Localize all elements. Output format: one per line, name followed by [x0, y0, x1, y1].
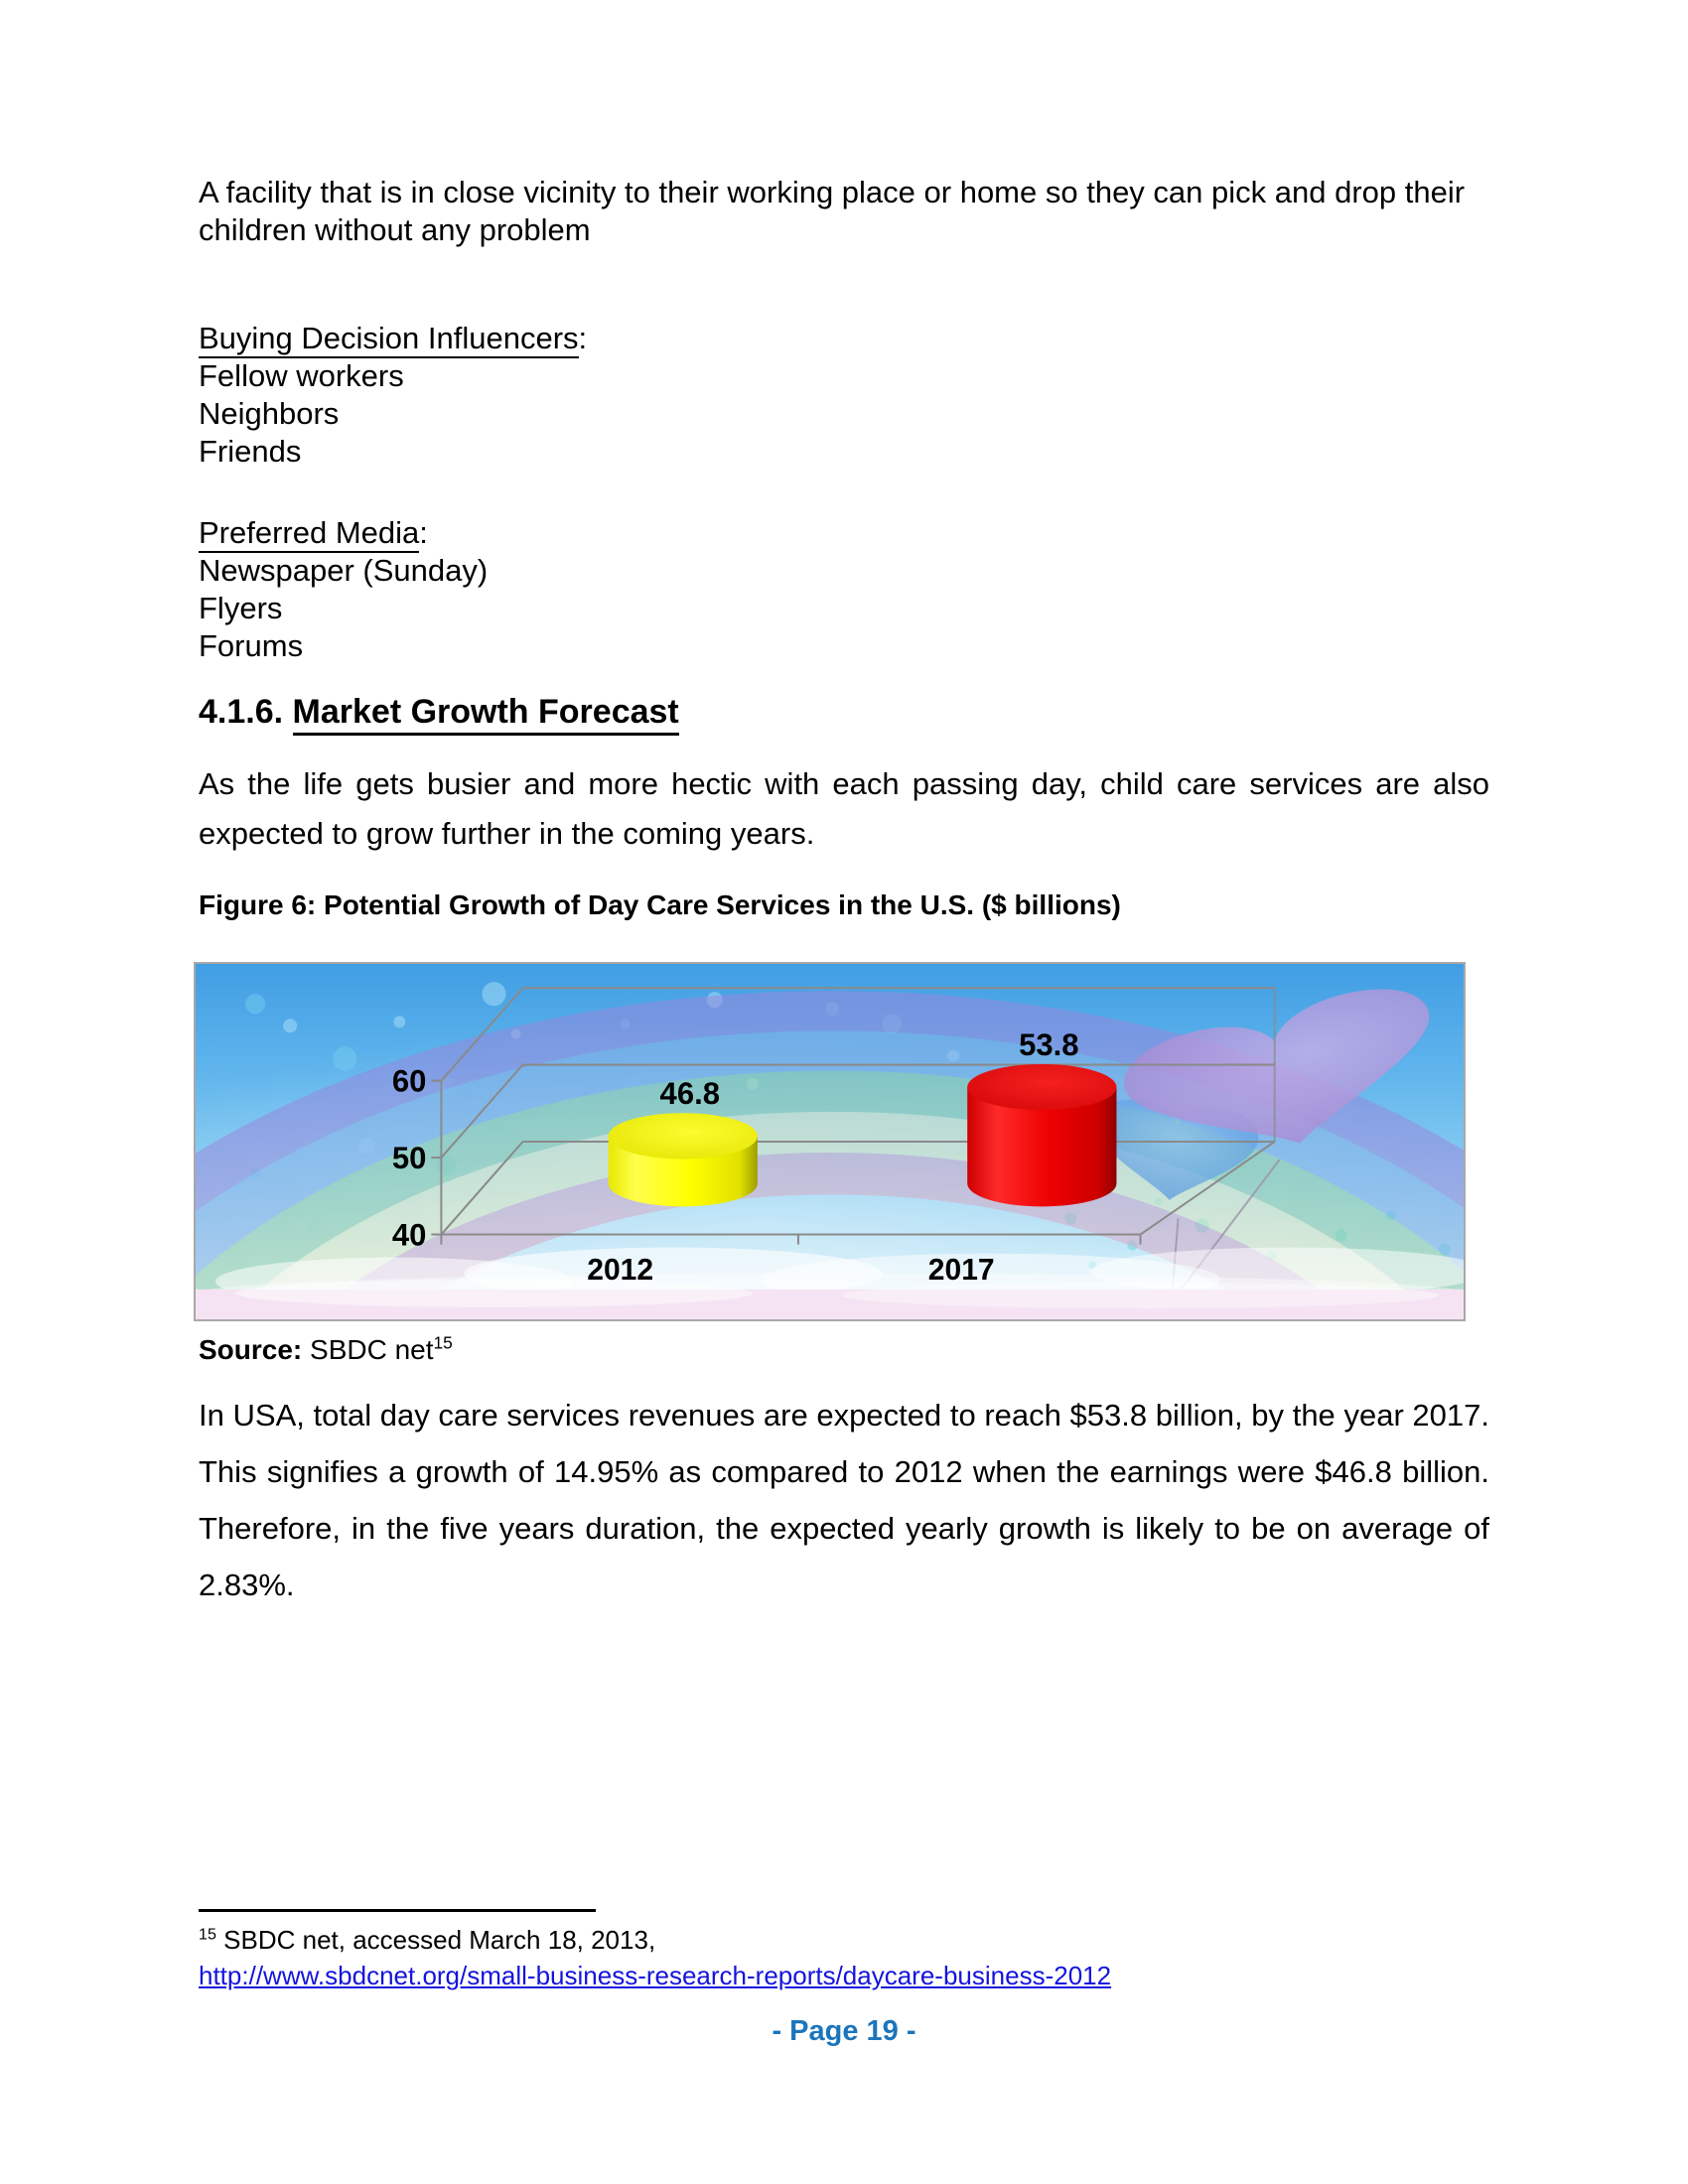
list-item: Fellow workers — [199, 358, 404, 393]
list-item: Neighbors — [199, 396, 340, 431]
figure-caption: Figure 6: Potential Growth of Day Care Services in the U.S. ($ billions) — [199, 889, 1121, 920]
analysis-paragraph: In USA, total day care services revenues are expected to reach $53.8 billion, by the year 2017. This signifies a growth of 14.95% as compared to 2012 when the earnings were $46.8 billion. Therefore, in the five years duration, the expected yearly growth is likely to be on average of 2.83%. — [199, 1398, 1489, 1602]
data-label: 53.8 — [1019, 1026, 1079, 1062]
figure6-chart — [194, 962, 1466, 1321]
data-label: 46.8 — [659, 1076, 720, 1112]
list-item: Flyers — [199, 591, 283, 625]
y-tick-label: 50 — [391, 1141, 427, 1176]
source-footnote-ref: 15 — [433, 1332, 453, 1353]
section-number: 4.1.6. — [199, 693, 284, 731]
list-item: Forums — [199, 628, 304, 663]
footnote-block — [199, 1909, 1489, 1993]
footnote-ref: 15 — [199, 1925, 216, 1944]
buying-influencers-heading: Buying Decision Influencers: — [199, 320, 1489, 357]
y-tick-label: 60 — [391, 1063, 427, 1099]
list-item: Friends — [199, 434, 302, 469]
footnote-link[interactable]: http://www.sbdcnet.org/small-business-research-reports/daycare-business-2012 — [199, 1961, 1112, 1990]
page-number-footer: - Page 19 - — [772, 2015, 916, 2047]
forecast-paragraph: As the life gets busier and more hectic with each passing day, child care services are also expected to grow further in the coming years. — [199, 766, 1489, 851]
footnote-text-line: $^{15}$ SBDC net, accessed March 18, 2013, — [199, 1925, 656, 1955]
preferred-media-heading: Preferred Media: — [199, 514, 1489, 552]
intro-paragraph: A facility that is in close vicinity to their working place or home so they can pick and drop their children without any problem — [199, 175, 1466, 247]
cylinder-2012 — [609, 1113, 758, 1206]
footnote-separator — [199, 1909, 596, 1912]
y-tick-label: 40 — [391, 1217, 427, 1253]
source-label: Source: — [199, 1334, 303, 1365]
list-item: Newspaper (Sunday) — [199, 553, 489, 588]
preferred-media-block — [199, 514, 1489, 665]
x-category-label: 2017 — [927, 1253, 995, 1287]
buying-influencers-block — [199, 320, 1489, 471]
cylinder-2017 — [967, 1064, 1116, 1206]
section-title: Market Growth Forecast — [293, 693, 679, 736]
x-category-label: 2012 — [587, 1253, 654, 1287]
section-heading — [199, 692, 1489, 732]
source-line — [199, 1334, 1489, 1366]
source-text: SBDC net — [310, 1334, 434, 1365]
